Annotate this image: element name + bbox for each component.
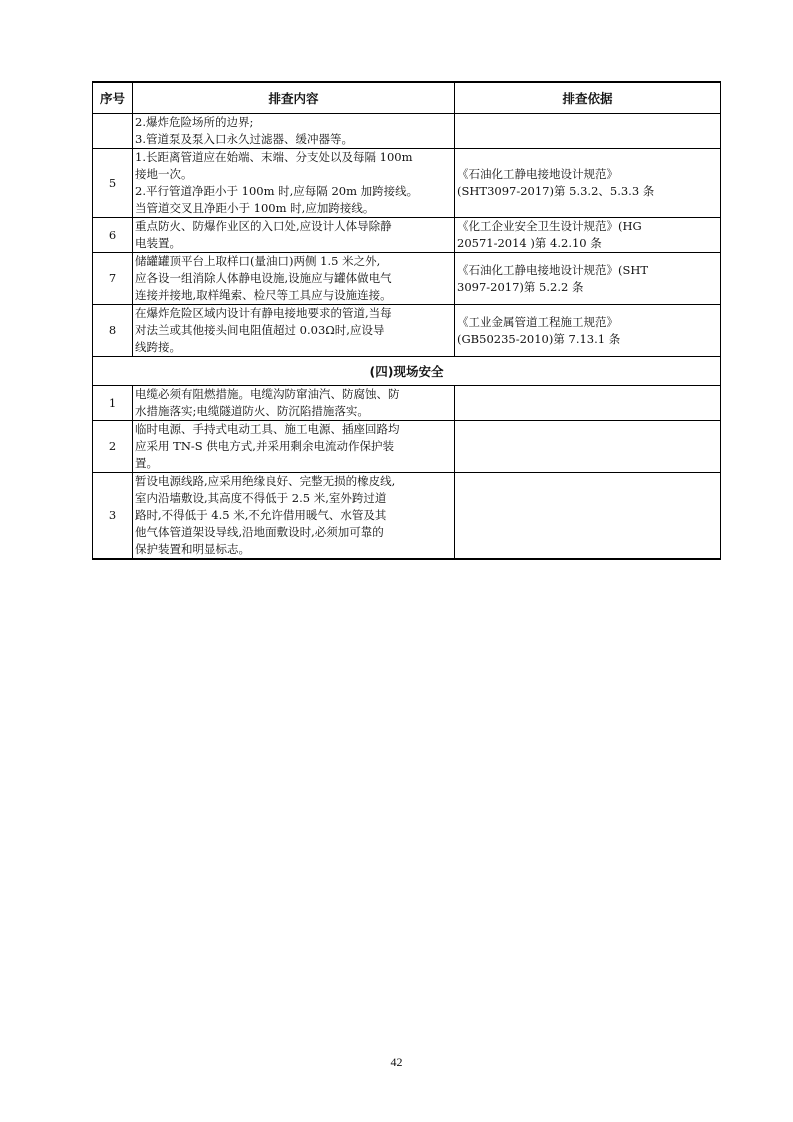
row-number: [93, 114, 133, 149]
row-content-text: 临时电源、手持式电动工具、施工电源、插座回路均 应采用 TN-S 供电方式,并采用剩余电流动作保护装 置。: [135, 422, 400, 470]
row-basis-text: 《化工企业安全卫生设计规范》(HG 20571-2014 )第 4.2.10 条: [457, 219, 642, 250]
table-row: [93, 253, 721, 305]
header-number: 序号: [93, 82, 133, 114]
row-content-text: 电缆必须有阻燃措施。电缆沟防窜油汽、防腐蚀、防 水措施落实;电缆隧道防火、防沉陷措施落实。: [135, 387, 400, 418]
row-number: 6: [93, 218, 133, 253]
section-title: (四)现场安全: [93, 357, 721, 386]
table-row: [93, 305, 721, 357]
row-content: [133, 421, 455, 473]
row-content-text: 重点防火、防爆作业区的入口处,应设计人体导除静 电装置。: [135, 219, 392, 250]
row-basis: [455, 473, 721, 560]
table-row: [93, 473, 721, 560]
row-number: 2: [93, 421, 133, 473]
row-content-text: 暂设电源线路,应采用绝缘良好、完整无损的橡皮线, 室内沿墙敷设,其高度不得低于 2.5 米,室外跨过道 路时,不得低于 4.5 米,不允许借用暖气、水管及其 他气体管道架设导线,沿地面敷设时,必须加可靠的 保护装置和明显标志。: [135, 474, 396, 556]
table-header-row: [93, 82, 721, 114]
header-content: 排查内容: [133, 82, 455, 114]
table-row: [93, 114, 721, 149]
section-row: [93, 357, 721, 386]
row-basis: [455, 305, 721, 357]
row-number: 5: [93, 149, 133, 218]
row-number: 8: [93, 305, 133, 357]
row-basis-text: 《石油化工静电接地设计规范》(SHT 3097-2017)第 5.2.2 条: [457, 262, 649, 294]
row-number: 1: [93, 386, 133, 421]
row-basis: [455, 149, 721, 218]
table-row: [93, 149, 721, 218]
row-content-text: 1.长距离管道应在始端、末端、分支处以及每隔 100m 接地一次。 2.平行管道净距小于 100m 时,应每隔 20m 加跨接线。 当管道交叉且净距小于 100m 时,应加跨接线。: [135, 150, 419, 215]
page-number: 42: [390, 1055, 403, 1069]
row-number: 7: [93, 253, 133, 305]
row-content: [133, 149, 455, 218]
row-content-text: 2.爆炸危险场所的边界; 3.管道泵及泵入口永久过滤器、缓冲器等。: [135, 115, 353, 146]
row-content-text: 在爆炸危险区域内设计有静电接地要求的管道,当每 对法兰或其他接头间电阻值超过 0.03Ω时,应设导 线跨接。: [135, 306, 392, 354]
row-content: [133, 114, 455, 149]
row-content-text: 储罐罐顶平台上取样口(量油口)两侧 1.5 米之外, 应各设一组消除人体静电设施,设施应与罐体做电气 连接并接地,取样绳索、检尺等工具应与设施连接。: [135, 254, 392, 302]
row-basis: [455, 114, 721, 149]
row-basis: [455, 253, 721, 305]
row-content: [133, 473, 455, 560]
table-row: [93, 386, 721, 421]
row-content: [133, 253, 455, 305]
row-content: [133, 386, 455, 421]
row-basis: [455, 386, 721, 421]
table-row: [93, 421, 721, 473]
row-number: 3: [93, 473, 133, 560]
row-basis-text: 《工业金属管道工程施工规范》 (GB50235-2010)第 7.13.1 条: [457, 314, 621, 346]
row-basis-text: 《石油化工静电接地设计规范》 (SHT3097-2017)第 5.3.2、5.3.3 条: [457, 167, 655, 198]
row-content: [133, 305, 455, 357]
table-row: [93, 218, 721, 253]
inspection-table: [92, 81, 721, 560]
row-content: [133, 218, 455, 253]
row-basis: [455, 421, 721, 473]
header-basis: 排查依据: [455, 82, 721, 114]
row-basis: [455, 218, 721, 253]
